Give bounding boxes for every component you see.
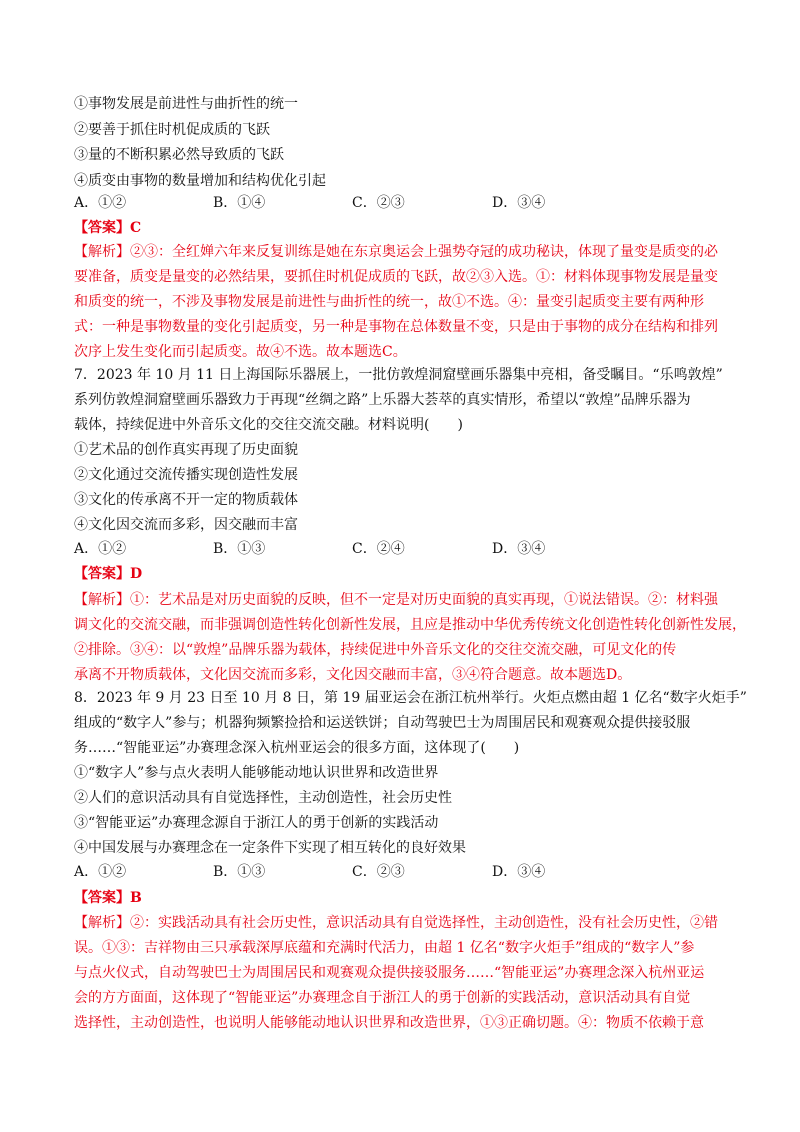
q8-stem-line: 组成的“数字人”参与；机器狗频繁捡拾和运送铁饼；自动驾驶巴士为周围居民和观赛观众提供接驳服 bbox=[74, 715, 691, 731]
q7-item-1: ①艺术品的创作真实再现了历史面貌 bbox=[74, 442, 298, 458]
q6-analysis-line: 要准备，质变是量变的必然结果，要抓住时机促成质的飞跃，故②③入选。①：材料体现事物发展是量变 bbox=[74, 269, 718, 285]
q6-analysis-line: 【解析】②③：全红婵六年来反复训练是她在东京奥运会上强势夺冠的成功秘诀，体现了量变是质变的必 bbox=[74, 244, 718, 260]
q7-option-d: D．③④ bbox=[492, 541, 546, 557]
q7-analysis-line: 调文化的交流交融，而非强调创造性转化创新性发展，且应是推动中华优秀传统文化创造性转化创新性发展， bbox=[74, 617, 746, 633]
q6-option-b: B．①④ bbox=[213, 195, 266, 211]
q6-analysis-line: 和质变的统一，不涉及事物发展是前进性与曲折性的统一，故①不选。④：量变引起质变主要有两种形 bbox=[74, 294, 704, 310]
q7-item-4: ④文化因交流而多彩，因交融而丰富 bbox=[74, 517, 298, 533]
q6-item-3: ③量的不断积累必然导致质的飞跃 bbox=[74, 147, 284, 163]
q7-stem-line: 载体，持续促进中外音乐文化的交往交流交融。材料说明( ) bbox=[74, 417, 463, 433]
q7-option-b: B．①③ bbox=[213, 541, 266, 557]
q8-option-d: D．③④ bbox=[492, 864, 546, 880]
q8-option-a: A．①② bbox=[74, 864, 127, 880]
q8-analysis-line: 【解析】②：实践活动具有社会历史性，意识活动具有自觉选择性，主动创造性，没有社会历史性，②错 bbox=[74, 915, 718, 931]
q8-stem-line: 务……“智能亚运”办赛理念深入杭州亚运会的很多方面，这体现了( ) bbox=[74, 740, 520, 756]
q6-option-d: D．③④ bbox=[492, 195, 546, 211]
q8-answer: 【答案】B bbox=[74, 890, 142, 906]
q6-option-c: C．②③ bbox=[352, 195, 405, 211]
q7-stem-line: 7．2023 年 10 月 11 日上海国际乐器展上，一批仿敦煌洞窟壁画乐器集中亮相，备受瞩目。“乐鸣敦煌” bbox=[74, 367, 723, 383]
q6-option-a: A．①② bbox=[74, 195, 127, 211]
q8-item-1: ①“数字人”参与点火表明人能够能动地认识世界和改造世界 bbox=[74, 765, 439, 781]
q8-item-3: ③“智能亚运”办赛理念源自于浙江人的勇于创新的实践活动 bbox=[74, 815, 439, 831]
q7-item-2: ②文化通过交流传播实现创造性发展 bbox=[74, 467, 298, 483]
q6-item-2: ②要善于抓住时机促成质的飞跃 bbox=[74, 122, 270, 138]
q7-analysis-line: 承离不开物质载体，文化因交流而多彩，文化因交融而丰富，③④符合题意。故本题选D。 bbox=[74, 667, 632, 683]
q7-answer: 【答案】D bbox=[74, 566, 143, 582]
q7-analysis-line: ②排除。③④：以“敦煌”品牌乐器为载体，持续促进中外音乐文化的交往交流交融，可见文化的传 bbox=[74, 642, 677, 658]
q6-answer: 【答案】C bbox=[74, 220, 142, 236]
q8-item-4: ④中国发展与办赛理念在一定条件下实现了相互转化的良好效果 bbox=[74, 840, 466, 856]
q7-option-c: C．②④ bbox=[352, 541, 405, 557]
q6-analysis-line: 次序上发生变化而引起质变。故④不选。故本题选C。 bbox=[74, 344, 407, 360]
q8-analysis-line: 误。①③：吉祥物由三只承载深厚底蕴和充满时代活力，由超 1 亿名“数字火炬手”组成的“数字人”参 bbox=[74, 940, 695, 956]
q8-analysis-line: 会的方方面面，这体现了“智能亚运”办赛理念自于浙江人的勇于创新的实践活动，意识活动具有自觉 bbox=[74, 990, 691, 1006]
q6-item-4: ④质变由事物的数量增加和结构优化引起 bbox=[74, 173, 326, 189]
q7-item-3: ③文化的传承离不开一定的物质载体 bbox=[74, 492, 298, 508]
q8-option-c: C．②③ bbox=[352, 864, 405, 880]
q8-option-b: B．①③ bbox=[213, 864, 266, 880]
q7-analysis-line: 【解析】①：艺术品是对历史面貌的反映，但不一定是对历史面貌的真实再现，①说法错误。②：材料强 bbox=[74, 592, 718, 608]
q8-item-2: ②人们的意识活动具有自觉选择性，主动创造性，社会历史性 bbox=[74, 790, 452, 806]
q8-stem-line: 8．2023 年 9 月 23 日至 10 月 8 日，第 19 届亚运会在浙江杭州举行。火炬点燃由超 1 亿名“数字火炬手” bbox=[74, 690, 747, 706]
q7-stem-line: 系列仿敦煌洞窟壁画乐器致力于再现“丝绸之路”上乐器大荟萃的真实情形，希望以“敦煌”品牌乐器为 bbox=[74, 392, 691, 408]
q8-analysis-line: 选择性，主动创造性，也说明人能够能动地认识世界和改造世界，①③正确切题。④：物质不依赖于意 bbox=[74, 1015, 704, 1031]
q6-analysis-line: 式：一种是事物数量的变化引起质变，另一种是事物在总体数量不变，只是由于事物的成分在结构和排列 bbox=[74, 319, 718, 335]
q6-item-1: ①事物发展是前进性与曲折性的统一 bbox=[74, 96, 298, 112]
q7-option-a: A．①② bbox=[74, 541, 127, 557]
q8-analysis-line: 与点火仪式，自动驾驶巴士为周围居民和观赛观众提供接驳服务……“智能亚运”办赛理念深入杭州亚运 bbox=[74, 965, 705, 981]
